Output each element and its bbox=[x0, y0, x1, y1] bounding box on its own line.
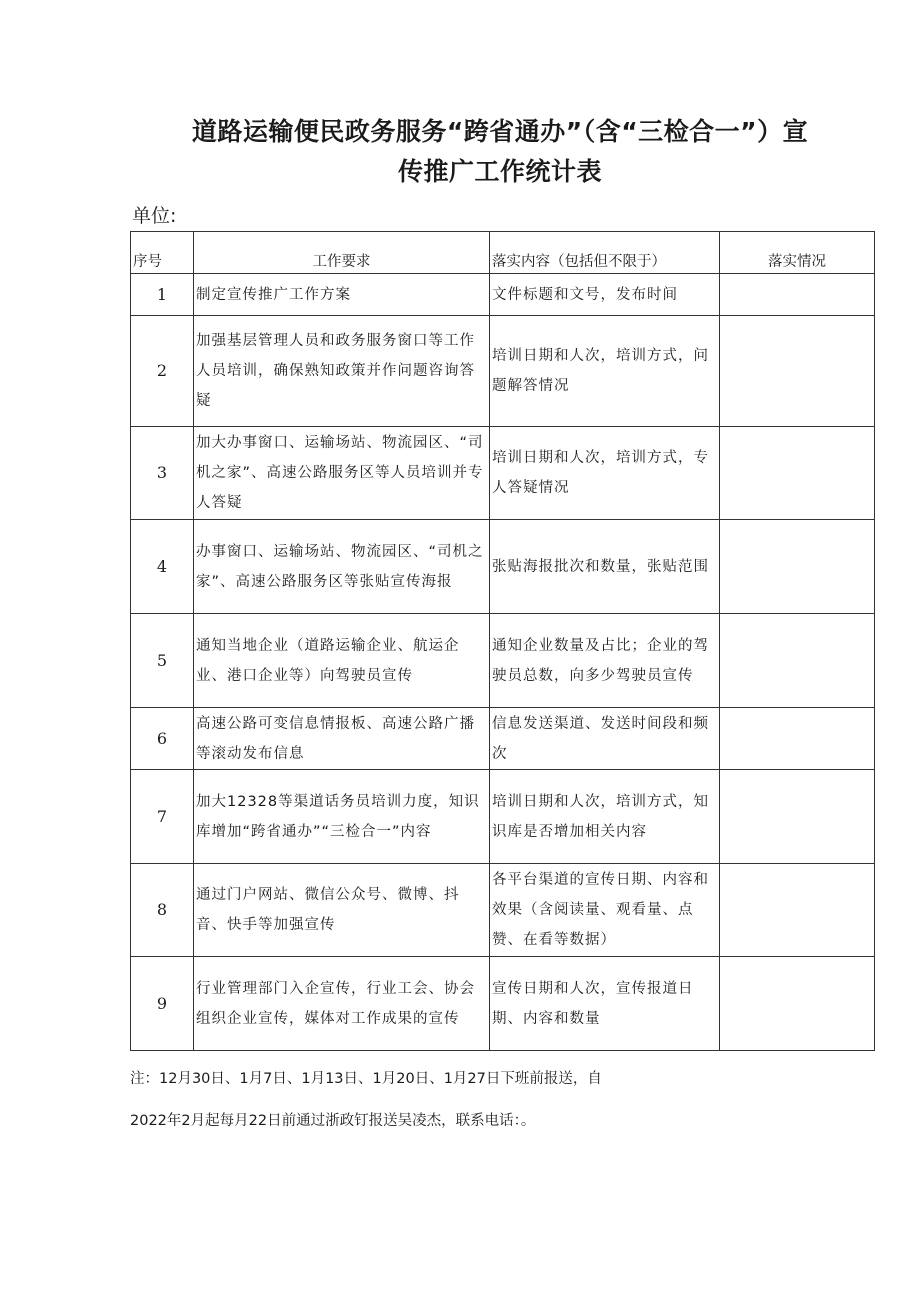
title-line-1: 道路运输便民政务服务“跨省通办”（含“三检合一”）宣 bbox=[191, 117, 809, 146]
cell-status[interactable] bbox=[720, 957, 875, 1051]
cell-status[interactable] bbox=[720, 427, 875, 520]
table-row bbox=[131, 316, 875, 427]
cell-requirement: 加强基层管理人员和政务服务窗口等工作人员培训，确保熟知政策并作问题咨询答疑 bbox=[194, 316, 490, 427]
cell-status[interactable] bbox=[720, 274, 875, 316]
header-serial: 序号 bbox=[131, 232, 194, 274]
cell-requirement: 高速公路可变信息情报板、高速公路广播等滚动发布信息 bbox=[194, 708, 490, 770]
cell-content: 通知企业数量及占比；企业的驾驶员总数，向多少驾驶员宣传 bbox=[490, 614, 720, 708]
table-row bbox=[131, 520, 875, 614]
cell-serial: 3 bbox=[131, 427, 194, 520]
cell-content: 培训日期和人次，培训方式，专人答疑情况 bbox=[490, 427, 720, 520]
table-row bbox=[131, 864, 875, 957]
cell-content: 信息发送渠道、发送时间段和频次 bbox=[490, 708, 720, 770]
table-header-row bbox=[131, 232, 875, 274]
cell-requirement: 制定宣传推广工作方案 bbox=[194, 274, 490, 316]
cell-content: 各平台渠道的宣传日期、内容和效果（含阅读量、观看量、点赞、在看等数据） bbox=[490, 864, 720, 957]
cell-serial: 7 bbox=[131, 770, 194, 864]
table-row bbox=[131, 427, 875, 520]
cell-status[interactable] bbox=[720, 770, 875, 864]
cell-serial: 6 bbox=[131, 708, 194, 770]
table-row bbox=[131, 957, 875, 1051]
cell-serial: 4 bbox=[131, 520, 194, 614]
cell-serial: 2 bbox=[131, 316, 194, 427]
cell-status[interactable] bbox=[720, 316, 875, 427]
cell-requirement: 通过门户网站、微信公众号、微博、抖音、快手等加强宣传 bbox=[194, 864, 490, 957]
table-row bbox=[131, 708, 875, 770]
cell-requirement: 加大办事窗口、运输场站、物流园区、“司机之家”、高速公路服务区等人员培训并专人答疑 bbox=[194, 427, 490, 520]
cell-requirement: 通知当地企业（道路运输企业、航运企业、港口企业等）向驾驶员宣传 bbox=[194, 614, 490, 708]
footnote-line-2: 2022年2月起每月22日前通过浙政钉报送吴凌杰，联系电话：。 bbox=[130, 1113, 536, 1129]
footnote-line-1: 注：12月30日、1月7日、1月13日、1月20日、1月27日下班前报送，自 bbox=[130, 1071, 602, 1087]
cell-content: 培训日期和人次，培训方式，问题解答情况 bbox=[490, 316, 720, 427]
cell-content: 宣传日期和人次，宣传报道日期、内容和数量 bbox=[490, 957, 720, 1051]
header-requirement: 工作要求 bbox=[194, 232, 490, 274]
header-content: 落实内容（包括但不限于） bbox=[490, 232, 720, 274]
cell-serial: 5 bbox=[131, 614, 194, 708]
cell-status[interactable] bbox=[720, 864, 875, 957]
table-row bbox=[131, 770, 875, 864]
title-line-2: 传推广工作统计表 bbox=[397, 157, 602, 186]
cell-content: 文件标题和文号，发布时间 bbox=[490, 274, 720, 316]
cell-serial: 9 bbox=[131, 957, 194, 1051]
cell-requirement: 办事窗口、运输场站、物流园区、“司机之家”、高速公路服务区等张贴宣传海报 bbox=[194, 520, 490, 614]
header-status: 落实情况 bbox=[720, 232, 875, 274]
cell-status[interactable] bbox=[720, 708, 875, 770]
cell-content: 张贴海报批次和数量，张贴范围 bbox=[490, 520, 720, 614]
cell-requirement: 加大12328等渠道话务员培训力度，知识库增加“跨省通办”“三检合一”内容 bbox=[194, 770, 490, 864]
cell-requirement: 行业管理部门入企宣传，行业工会、协会组织企业宣传，媒体对工作成果的宣传 bbox=[194, 957, 490, 1051]
cell-serial: 1 bbox=[131, 274, 194, 316]
unit-label: 单位: bbox=[132, 205, 177, 227]
cell-content: 培训日期和人次，培训方式，知识库是否增加相关内容 bbox=[490, 770, 720, 864]
table-row bbox=[131, 274, 875, 316]
statistics-table bbox=[130, 231, 875, 1051]
cell-status[interactable] bbox=[720, 614, 875, 708]
cell-serial: 8 bbox=[131, 864, 194, 957]
document-title bbox=[150, 112, 850, 192]
table-row bbox=[131, 614, 875, 708]
cell-status[interactable] bbox=[720, 520, 875, 614]
